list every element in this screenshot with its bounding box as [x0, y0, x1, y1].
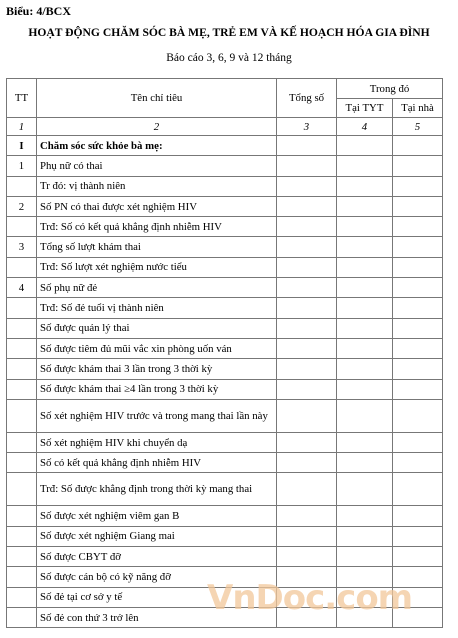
total-cell [277, 217, 337, 237]
row-index [7, 607, 37, 627]
table-row [7, 257, 443, 277]
home-cell [393, 257, 443, 277]
home-cell [393, 338, 443, 358]
tyt-cell [337, 506, 393, 526]
total-cell [277, 379, 337, 399]
tyt-cell [337, 217, 393, 237]
total-cell [277, 473, 337, 506]
report-subtitle: Báo cáo 3, 6, 9 và 12 tháng [166, 52, 292, 64]
row-index [7, 318, 37, 338]
indicator-name: Số đẻ tại cơ sở y tế [37, 587, 277, 607]
home-cell [393, 176, 443, 196]
tyt-cell [337, 359, 393, 379]
table-row [7, 432, 443, 452]
tyt-cell [337, 156, 393, 176]
indicator-name: Tr đó: vị thành niên [37, 176, 277, 196]
tyt-cell [337, 278, 393, 298]
total-cell [277, 156, 337, 176]
tyt-cell [337, 318, 393, 338]
home-cell [393, 196, 443, 216]
indicator-name: Tổng số lượt khám thai [37, 237, 277, 257]
table-row [7, 379, 443, 399]
home-cell [393, 136, 443, 156]
col-number: 5 [393, 118, 443, 136]
home-cell [393, 399, 443, 432]
tyt-cell [337, 338, 393, 358]
row-index: I [7, 136, 37, 156]
indicator-name: Chăm sóc sức khỏe bà mẹ: [37, 136, 277, 156]
watermark-logo: VnDoc.com [207, 578, 413, 618]
table-row [7, 318, 443, 338]
indicator-name: Trđ: Số đẻ tuổi vị thành niên [37, 298, 277, 318]
table-row [7, 473, 443, 506]
row-index [7, 379, 37, 399]
indicator-name: Số được quản lý thai [37, 318, 277, 338]
home-cell [393, 298, 443, 318]
row-index [7, 473, 37, 506]
indicator-name: Trđ: Số có kết quả khẳng định nhiễm HIV [37, 217, 277, 237]
table-row [7, 453, 443, 473]
tyt-cell [337, 547, 393, 567]
table-row [7, 547, 443, 567]
col-header-of-which: Trong đó [337, 79, 443, 99]
col-number: 1 [7, 118, 37, 136]
row-index [7, 399, 37, 432]
indicator-name: Số được cán bộ có kỹ năng đỡ [37, 567, 277, 587]
home-cell [393, 506, 443, 526]
total-cell [277, 399, 337, 432]
col-header-at-home: Tại nhà [393, 99, 443, 118]
indicator-name: Số xét nghiệm HIV khi chuyển dạ [37, 432, 277, 452]
col-header-at-tyt: Tại TYT [337, 99, 393, 118]
table-row [7, 506, 443, 526]
tyt-cell [337, 399, 393, 432]
home-cell [393, 359, 443, 379]
row-index: 4 [7, 278, 37, 298]
indicator-name: Số có kết quả khẳng định nhiễm HIV [37, 453, 277, 473]
tyt-cell [337, 196, 393, 216]
total-cell [277, 298, 337, 318]
tyt-cell [337, 176, 393, 196]
indicator-name: Số xét nghiệm HIV trước và trong mang thai lần này [37, 399, 277, 432]
row-index [7, 453, 37, 473]
col-number: 2 [37, 118, 277, 136]
total-cell [277, 176, 337, 196]
row-index: 1 [7, 156, 37, 176]
total-cell [277, 338, 337, 358]
tyt-cell [337, 432, 393, 452]
table-row [7, 196, 443, 216]
total-cell [277, 547, 337, 567]
row-index: 2 [7, 196, 37, 216]
indicator-name: Số phụ nữ đẻ [37, 278, 277, 298]
tyt-cell [337, 526, 393, 546]
tyt-cell [337, 453, 393, 473]
indicator-name: Trđ: Số lượt xét nghiệm nước tiểu [37, 257, 277, 277]
home-cell [393, 237, 443, 257]
col-header-total: Tổng số [277, 79, 337, 118]
form-code: Biểu: 4/BCX [6, 4, 72, 18]
row-index: 3 [7, 237, 37, 257]
table-row [7, 176, 443, 196]
total-cell [277, 318, 337, 338]
total-cell [277, 257, 337, 277]
tyt-cell [337, 257, 393, 277]
col-header-name: Tên chỉ tiêu [37, 79, 277, 118]
total-cell [277, 453, 337, 473]
total-cell [277, 196, 337, 216]
indicator-name: Số được tiêm đủ mũi vắc xin phòng uốn ván [37, 338, 277, 358]
row-index [7, 359, 37, 379]
row-index [7, 298, 37, 318]
col-header-tt: TT [7, 79, 37, 118]
total-cell [277, 136, 337, 156]
indicator-table [6, 78, 443, 628]
indicator-name: Số được khám thai ≥4 lần trong 3 thời kỳ [37, 379, 277, 399]
home-cell [393, 453, 443, 473]
row-index [7, 432, 37, 452]
total-cell [277, 432, 337, 452]
row-index [7, 506, 37, 526]
indicator-name: Số được khám thai 3 lần trong 3 thời kỳ [37, 359, 277, 379]
row-index [7, 257, 37, 277]
table-row [7, 298, 443, 318]
total-cell [277, 526, 337, 546]
column-number-row [7, 118, 443, 136]
total-cell [277, 506, 337, 526]
table-row [7, 278, 443, 298]
indicator-name: Số được xét nghiệm viêm gan B [37, 506, 277, 526]
home-cell [393, 217, 443, 237]
table-row [7, 217, 443, 237]
row-index [7, 587, 37, 607]
table-row [7, 338, 443, 358]
tyt-cell [337, 237, 393, 257]
indicator-name: Phụ nữ có thai [37, 156, 277, 176]
home-cell [393, 379, 443, 399]
tyt-cell [337, 379, 393, 399]
home-cell [393, 432, 443, 452]
indicator-name: Số PN có thai được xét nghiệm HIV [37, 196, 277, 216]
tyt-cell [337, 473, 393, 506]
total-cell [277, 278, 337, 298]
table-row [7, 526, 443, 546]
row-index [7, 526, 37, 546]
row-index [7, 176, 37, 196]
row-index [7, 217, 37, 237]
row-index [7, 547, 37, 567]
indicator-name: Số được xét nghiệm Giang mai [37, 526, 277, 546]
row-index [7, 338, 37, 358]
indicator-name: Trđ: Số được khẳng định trong thời kỳ mang thai [37, 473, 277, 506]
table-row [7, 399, 443, 432]
report-title: HOẠT ĐỘNG CHĂM SÓC BÀ MẸ, TRẺ EM VÀ KẾ HOẠCH HÓA GIA ĐÌNH [28, 26, 430, 39]
tyt-cell [337, 298, 393, 318]
total-cell [277, 359, 337, 379]
col-number: 3 [277, 118, 337, 136]
home-cell [393, 278, 443, 298]
table-row [7, 237, 443, 257]
indicator-name: Số được CBYT đỡ [37, 547, 277, 567]
home-cell [393, 318, 443, 338]
home-cell [393, 547, 443, 567]
col-number: 4 [337, 118, 393, 136]
home-cell [393, 526, 443, 546]
table-row [7, 156, 443, 176]
home-cell [393, 473, 443, 506]
tyt-cell [337, 136, 393, 156]
row-index [7, 567, 37, 587]
indicator-name: Số đẻ con thứ 3 trở lên [37, 607, 277, 627]
table-row [7, 136, 443, 156]
home-cell [393, 156, 443, 176]
total-cell [277, 237, 337, 257]
table-row [7, 359, 443, 379]
